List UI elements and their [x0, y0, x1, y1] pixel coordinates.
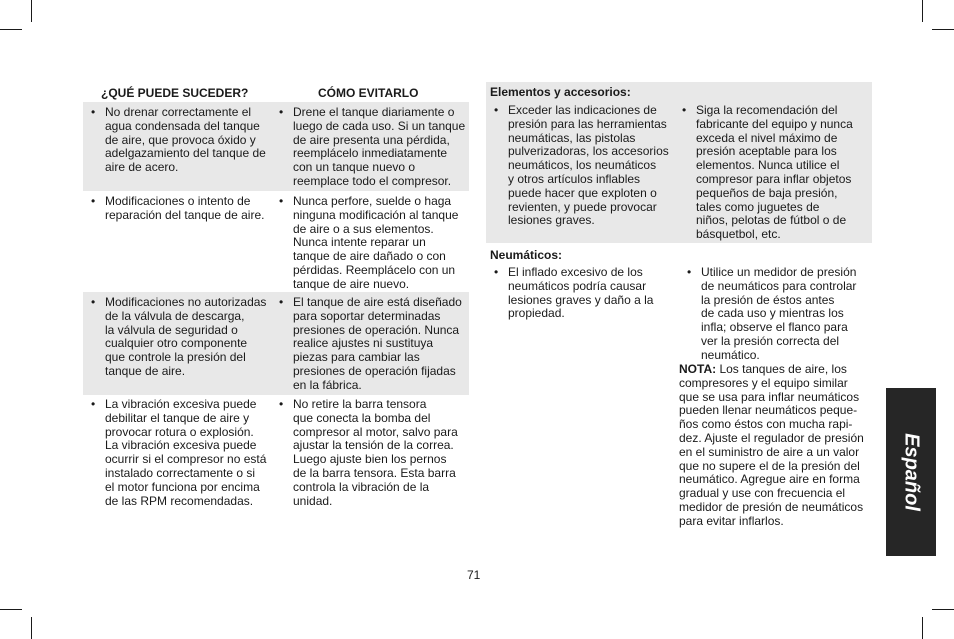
prevention-text: • El tanque de aire está diseñado para soportar determinadas presiones de operación. Nunca realice ajustes ni sustituya piezas para cambiar las presiones de operación fijadas en la fábrica.	[279, 295, 462, 392]
crop-mark	[932, 609, 954, 610]
bullet: •	[687, 265, 692, 279]
bullet: •	[682, 103, 687, 117]
prevention-text: • Nunca perfore, suelde o haga ninguna modificación al tanque de aire o a sus elementos. Nunca intente reparar un tanque de aire dañado o con pérdidas. Reemplácelo con un tanque de aire nuevo.	[279, 194, 459, 291]
prevention-text: • Utilice un medidor de presión de neumáticos para controlar la presión de éstos antes de cada uso y mientras los infla; observe el flanco para ver la presión correcta del neumático.	[687, 265, 857, 362]
risk-text: • Exceder las indicaciones de presión para las herramientas neumáticas, las pistolas pulverizadoras, los accesorios neumáticos, los neumáticos y otros artículos inflables puede hacer que exploten o revienten, y puede provocar lesiones graves.	[494, 103, 669, 228]
column-header-what-can-happen: ¿QUÉ PUEDE SUCEDER?	[101, 86, 249, 100]
risk-text: • El inflado excesivo de los neumáticos podría causar lesiones graves y daño a la propiedad.	[494, 265, 654, 321]
risk-text: • No drenar correctamente el agua condensada del tanque de aire, que provoca óxido y adelgazamiento del tanque de aire de acero.	[91, 105, 266, 175]
crop-mark	[31, 617, 32, 639]
bullet: •	[494, 103, 499, 117]
risk-text: • La vibración excesiva puede debilitar el tanque de aire y provocar rotura o explosión. La vibración excesiva puede ocurrir si el compresor no está instalado correctamente o si el motor funciona por encima de las RPM recomendadas.	[91, 397, 267, 508]
risk-text: • Modificaciones o intento de reparación del tanque de aire.	[91, 194, 265, 222]
page-number: 71	[467, 568, 481, 582]
note-text: Los tanques de aire, los compresores y el equipo similar que se usa para inflar neumáticos pueden llenar neumáticos peque- ños como éstos con mucha rapi- dez. Ajuste el regulador de presión en el suministro de aire a un valor que no supere el de la presión del neumático. Agregue aire en forma gradual y use con frecuencia el medidor de presión de neumáticos para evitar inflarlos.	[679, 362, 864, 528]
crop-mark	[932, 29, 954, 30]
prevention-text: • No retire la barra tensora que conecta la bomba del compresor al motor, salvo para ajustar la tensión de la correa. Luego ajuste bien los pernos de la barra tensora. Esta barra controla la vibración de la unidad.	[279, 397, 458, 508]
language-tab	[886, 388, 936, 556]
accessories-heading: Elementos y accesorios:	[490, 85, 631, 99]
prevention-text: • Siga la recomendación del fabricante del equipo y nunca exceda el nivel máximo de presión aceptable para los elementos. Nunca utilice el compresor para inflar objetos pequeños de baja presión, tales como juguetes de niños, pelotas de fútbol o de básquetbol, etc.	[682, 103, 853, 242]
column-header-how-to-prevent: CÓMO EVITARLO	[318, 86, 419, 100]
language-tab-label: Español	[900, 433, 923, 511]
bullet: •	[279, 194, 284, 208]
crop-mark	[0, 609, 22, 610]
bullet: •	[279, 295, 284, 309]
note-paragraph	[679, 363, 871, 529]
tires-heading: Neumáticos:	[490, 248, 563, 262]
bullet: •	[91, 397, 96, 411]
crop-mark	[31, 0, 32, 22]
note-label: NOTA:	[679, 362, 717, 376]
crop-mark	[922, 617, 923, 639]
bullet: •	[91, 295, 96, 309]
bullet: •	[91, 105, 96, 119]
bullet: •	[279, 397, 284, 411]
crop-mark	[922, 0, 923, 22]
crop-mark	[0, 29, 22, 30]
bullet: •	[91, 194, 96, 208]
risk-text: • Modificaciones no autorizadas de la válvula de descarga, la válvula de seguridad o cualquier otro componente que controle la presión del tanque de aire.	[91, 295, 267, 378]
bullet: •	[279, 105, 284, 119]
bullet: •	[494, 265, 499, 279]
prevention-text: • Drene el tanque diariamente o luego de cada uso. Si un tanque de aire presenta una pérdida, reemplácelo inmediatamente con un tanque nuevo o reemplace todo el compresor.	[279, 105, 466, 188]
